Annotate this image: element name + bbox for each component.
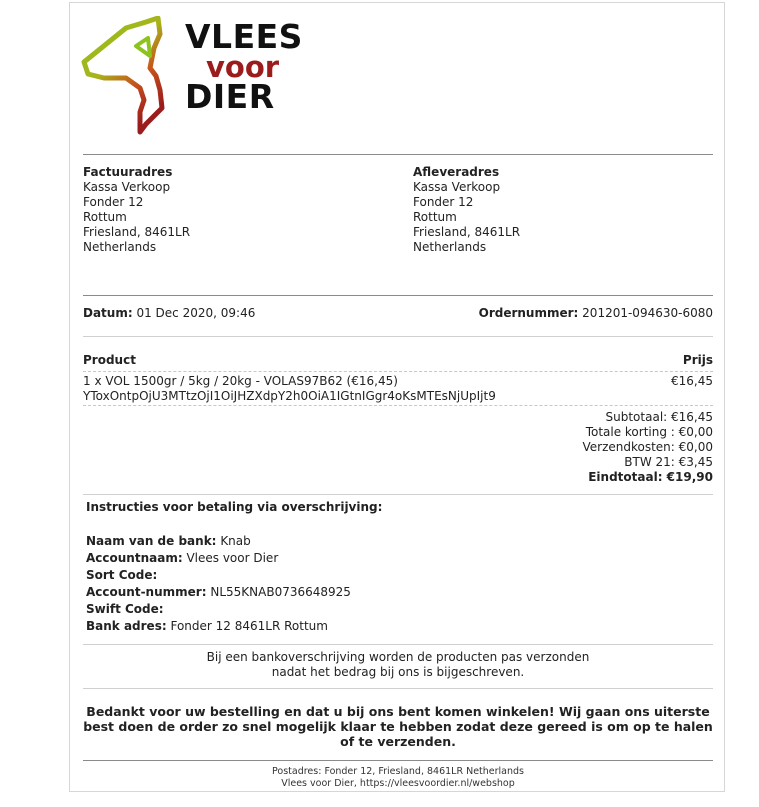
- footer-company-url: Vlees voor Dier, https://vleesvoordier.nl/webshop: [281, 778, 515, 789]
- account-name-row: Accountnaam: Vlees voor Dier: [86, 551, 279, 565]
- order-number-value: 201201-094630-6080: [582, 306, 713, 320]
- divider: [83, 494, 713, 495]
- item-code: YToxOntpOjU3MTtzOjI1OiJHZXdpY2h0OiA1IGtnIGgr4oKsMTEsNjUpIjt9: [83, 389, 496, 403]
- divider: [83, 760, 713, 761]
- shipping-line: Netherlands: [413, 240, 487, 254]
- divider: [83, 644, 713, 645]
- divider: [83, 295, 713, 296]
- divider: [83, 154, 713, 155]
- billing-heading: Factuuradres: [83, 165, 173, 179]
- brand-line-vlees: VLEES: [185, 17, 303, 56]
- payment-note: Bij een bankoverschrijving worden de producten pas verzonden nadat het bedrag bij ons is bijgeschreven.: [206, 650, 590, 679]
- order-number-label: Ordernummer:: [478, 306, 579, 320]
- brand-line-voor: voor: [206, 50, 280, 84]
- shipping-address: [413, 165, 520, 255]
- col-header-price: Prijs: [682, 353, 713, 367]
- divider: [83, 336, 713, 337]
- divider: [83, 688, 713, 689]
- date-value: 01 Dec 2020, 09:46: [136, 306, 256, 320]
- footer-postal-address: Postadres: Fonder 12, Friesland, 8461LR Netherlands: [272, 766, 524, 777]
- shipping-heading: Afleveradres: [413, 165, 500, 179]
- shipping-line: Fonder 12: [413, 195, 474, 209]
- subtotal: Subtotaal: €16,45: [605, 410, 713, 424]
- brand-line-dier: DIER: [185, 77, 275, 116]
- dog-head-logo-icon: [80, 16, 190, 138]
- billing-line: Rottum: [83, 210, 127, 224]
- payment-instructions: [86, 499, 382, 635]
- shipping-cost: Verzendkosten: €0,00: [582, 440, 713, 454]
- shipping-line: Kassa Verkoop: [413, 180, 501, 194]
- discount-total: Totale korting : €0,00: [585, 425, 713, 439]
- billing-line: Fonder 12: [83, 195, 144, 209]
- bank-name-row: Naam van de bank: Knab: [86, 534, 251, 548]
- item-price: €16,45: [671, 374, 713, 388]
- brand-logo: [80, 16, 310, 138]
- shipping-line: Friesland, 8461LR: [413, 225, 521, 239]
- billing-line: Netherlands: [83, 240, 157, 254]
- col-header-product: Product: [83, 353, 136, 367]
- billing-address: [83, 165, 190, 255]
- item-description: 1 x VOL 1500gr / 5kg / 20kg - VOLAS97B62 (€16,45): [83, 374, 398, 388]
- vat-amount: BTW 21: €3,45: [624, 455, 713, 469]
- bank-address-row: Bank adres: Fonder 12 8461LR Rottum: [86, 619, 328, 633]
- payment-heading: Instructies voor betaling via overschrijving:: [86, 500, 383, 514]
- brand-wordmark: [185, 17, 303, 116]
- table-row-divider: [83, 405, 713, 406]
- billing-line: Friesland, 8461LR: [83, 225, 191, 239]
- table-row: [83, 374, 496, 404]
- grand-total: Eindtotaal: €19,90: [588, 470, 713, 484]
- sort-code-row: Sort Code:: [86, 568, 158, 582]
- order-number: [479, 306, 713, 321]
- billing-line: Kassa Verkoop: [83, 180, 171, 194]
- swift-code-row: Swift Code:: [86, 602, 164, 616]
- table-row-divider: [83, 371, 713, 372]
- account-number-row: Account-nummer: NL55KNAB0736648925: [86, 585, 351, 599]
- shipping-line: Rottum: [413, 210, 457, 224]
- order-totals: [582, 410, 713, 485]
- date-label: Datum:: [83, 306, 133, 320]
- thank-you-message: Bedankt voor uw bestelling en dat u bij ons bent komen winkelen! Wij gaan ons uiterste best doen de order zo snel mogelijk klaar te hebben zodat deze gereed is om op te halen of te verzenden.: [83, 704, 713, 749]
- footer: [83, 766, 713, 790]
- order-date: [83, 306, 255, 321]
